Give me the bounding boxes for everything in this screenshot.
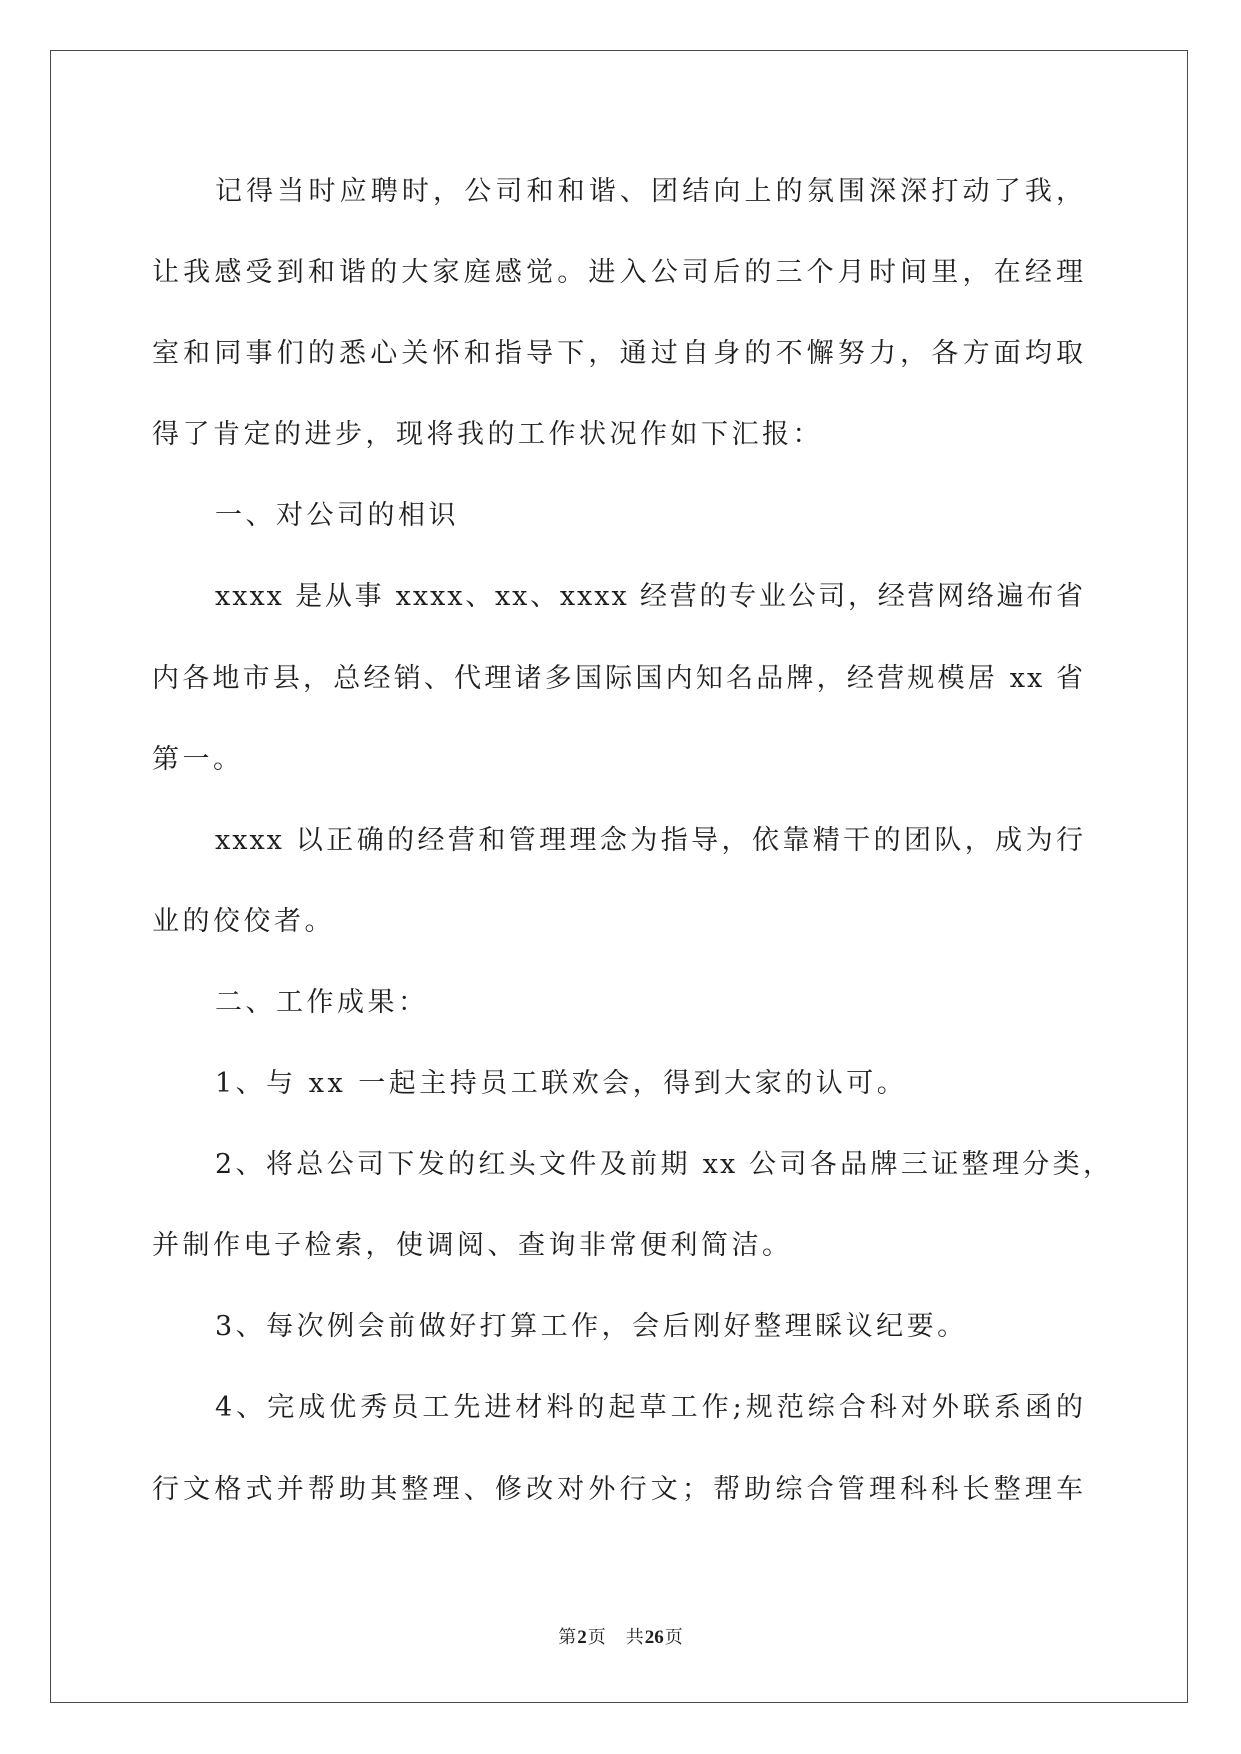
paragraph-line: 内各地市县，总经销、代理诸多国际国内知名品牌，经营规模居 xx 省 bbox=[152, 662, 1085, 694]
paragraph-line: xxxx 是从事 xxxx、xx、xxxx 经营的专业公司，经营网络遍布省 bbox=[215, 581, 1085, 613]
section-heading-results bbox=[152, 962, 1112, 1043]
paragraph-line: 记得当时应聘时，公司和和谐、团结向上的氛围深深打动了我， bbox=[215, 176, 1085, 207]
paragraph-intro bbox=[152, 151, 1112, 475]
page-prefix: 第 bbox=[558, 1627, 577, 1648]
paragraph-company-profile bbox=[152, 556, 1112, 799]
current-page: 2 bbox=[577, 1627, 587, 1648]
list-item-line: 2、将总公司下发的红头文件及前期 xx 公司各品牌三证整理分类， bbox=[215, 1149, 1112, 1181]
total-pages: 26 bbox=[644, 1627, 664, 1648]
list-item-3 bbox=[152, 1286, 1112, 1367]
section-heading: 一、对公司的相识 bbox=[215, 500, 459, 532]
list-item-1 bbox=[152, 1043, 1112, 1124]
paragraph-line: 让我感受到和谐的大家庭感觉。进入公司后的三个月时间里，在经理 bbox=[152, 257, 1085, 289]
section-heading-company bbox=[152, 475, 1112, 556]
paragraph-line: 得了肯定的进步，现将我的工作状况作如下汇报： bbox=[152, 419, 823, 451]
list-item-4 bbox=[152, 1367, 1112, 1529]
page-number bbox=[558, 1627, 606, 1648]
list-item-line: 并制作电子检索，使调阅、查询非常便利简洁。 bbox=[152, 1230, 793, 1262]
paragraph-line: 业的佼佼者。 bbox=[152, 905, 335, 937]
list-item-line: 4、完成优秀员工先进材料的起草工作;规范综合科对外联系函的 bbox=[215, 1392, 1085, 1424]
paragraph-line: 室和同事们的悉心关怀和指导下，通过自身的不懈努力，各方面均取 bbox=[152, 338, 1085, 370]
list-item-line: 3、每次例会前做好打算工作，会后刚好整理睬议纪要。 bbox=[215, 1311, 968, 1343]
section-heading: 二、工作成果： bbox=[215, 986, 429, 1018]
list-item-2 bbox=[152, 1124, 1112, 1286]
list-item-line: 1、与 xx 一起主持员工联欢会，得到大家的认可。 bbox=[215, 1068, 908, 1100]
paragraph-company-philosophy bbox=[152, 800, 1112, 962]
total-suffix: 页 bbox=[664, 1627, 683, 1648]
paragraph-line: 第一。 bbox=[152, 743, 244, 775]
page-suffix: 页 bbox=[587, 1627, 606, 1648]
page-total bbox=[626, 1627, 683, 1648]
paragraph-line: xxxx 以正确的经营和管理理念为指导，依靠精干的团队，成为行 bbox=[215, 824, 1085, 856]
list-item-line: 行文格式并帮助其整理、修改对外行文；帮助综合管理科科长整理车 bbox=[152, 1473, 1085, 1505]
page-footer bbox=[0, 1624, 1241, 1652]
total-prefix: 共 bbox=[625, 1627, 644, 1648]
document-body bbox=[152, 151, 1112, 1530]
